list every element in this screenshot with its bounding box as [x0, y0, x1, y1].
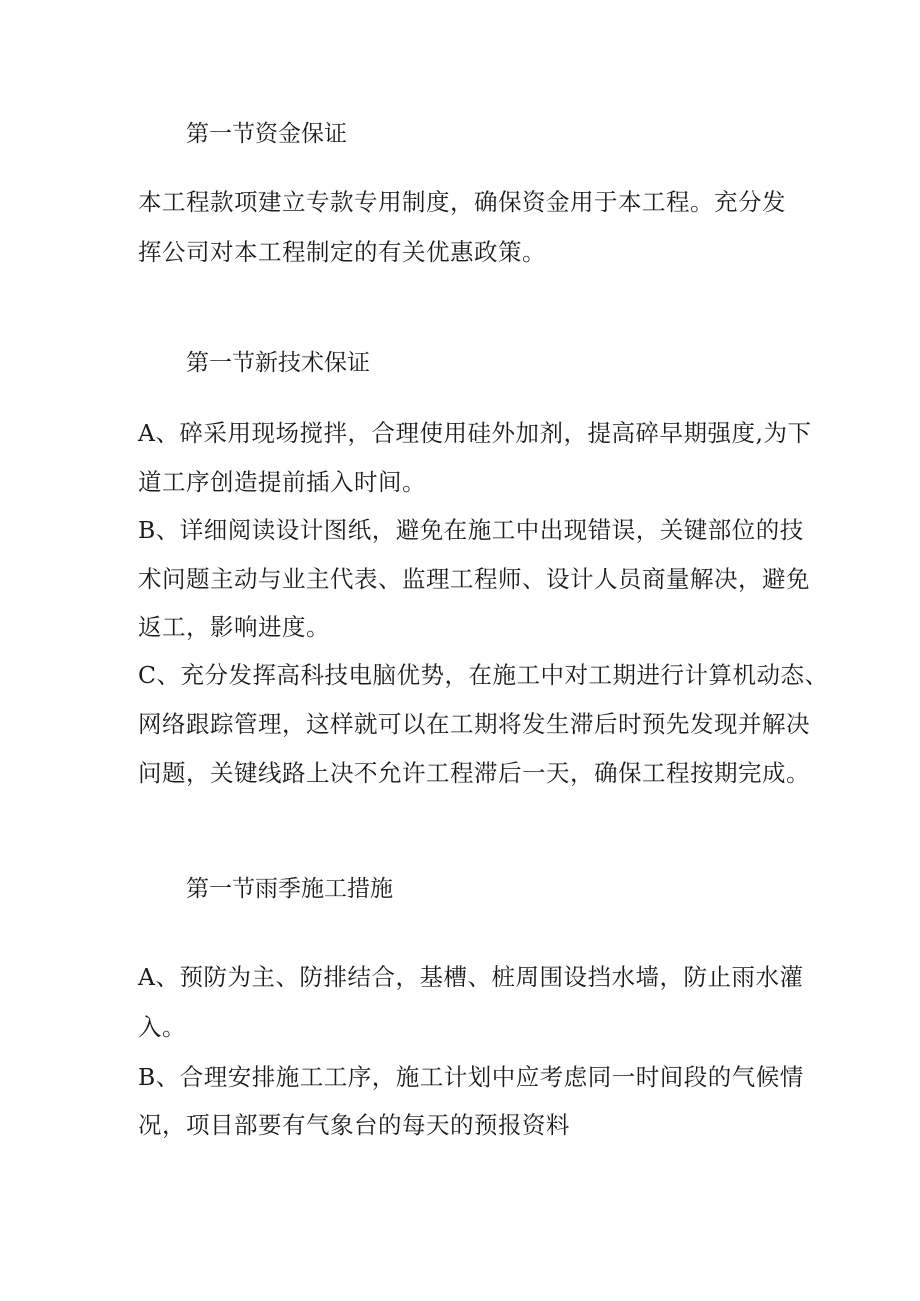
paragraph-line: B、合理安排施工工序，施工计划中应考虑同一时间段的气候情	[138, 1063, 804, 1091]
paragraph-line: 挥公司对本工程制定的有关优惠政策。	[138, 238, 546, 266]
paragraph-line: A、预防为主、防排结合，基槽、桩周围设挡水墙，防止雨水灌	[138, 963, 804, 991]
paragraph-line: A、碎采用现场搅拌，合理使用硅外加剂，提高碎早期强度,为下	[138, 419, 812, 447]
paragraph-line: 道工序创造提前插入时间。	[138, 468, 426, 496]
paragraph-line: 本工程款项建立专款专用制度，确保资金用于本工程。充分发	[138, 188, 786, 216]
paragraph-line: 返工，影响进度。	[138, 613, 330, 641]
paragraph-line: B、详细阅读设计图纸，避免在施工中出现错误，关键部位的技	[138, 516, 804, 544]
paragraph-line: 况，项目部要有气象台的每天的预报资料	[138, 1111, 570, 1139]
section-heading-funds: 第一节资金保证	[186, 121, 347, 147]
paragraph-line: 网络跟踪管理，这样就可以在工期将发生滞后时预先发现并解决	[138, 710, 810, 738]
section-heading-new-technology: 第一节新技术保证	[186, 350, 370, 376]
paragraph-line: C、充分发挥高科技电脑优势，在施工中对工期进行计算机动态、	[138, 661, 829, 689]
paragraph-line: 术问题主动与业主代表、监理工程师、设计人员商量解决，避免	[138, 565, 810, 593]
section-heading-rainy-season: 第一节雨季施工措施	[186, 876, 393, 902]
paragraph-line: 问题，关键线路上决不允许工程滞后一天，确保工程按期完成。	[138, 759, 810, 787]
paragraph-line: 入。	[138, 1013, 186, 1041]
